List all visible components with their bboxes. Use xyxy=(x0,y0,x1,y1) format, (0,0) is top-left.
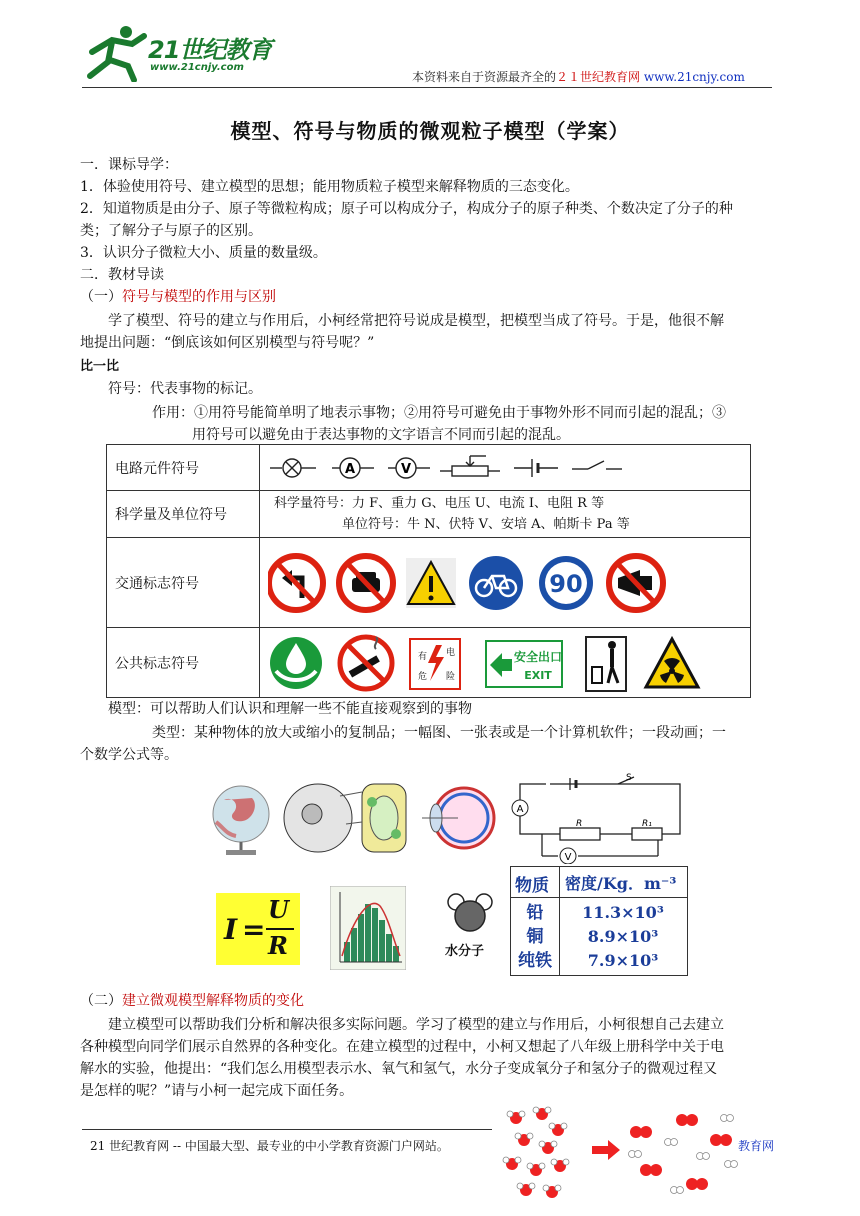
table-row-traffic xyxy=(107,538,751,628)
density-names xyxy=(511,901,559,973)
emergency-exit-icon xyxy=(486,641,562,687)
arrow-right-icon xyxy=(592,1140,620,1160)
section1-item-3: 3．认识分子微粒大小、质量的数量级。 xyxy=(80,245,327,261)
speed-limit-icon xyxy=(539,556,593,610)
density-values xyxy=(559,901,687,973)
header-note-url[interactable]: www.21cnjy.com xyxy=(643,70,745,84)
model-types-line1: 类型：某种物体的放大或缩小的复制品；一幅图、一张表或是一个计算机软件；一段动画；一 xyxy=(152,725,726,741)
symbol-table xyxy=(106,444,751,698)
sub1-heading xyxy=(80,286,780,308)
section1-item-1: 1．体验使用符号、建立模型的思想；能用物质粒子模型来解释物质的三态变化。 xyxy=(80,179,579,195)
compare-heading: 比一比 xyxy=(80,359,120,374)
density-header-density: 密度/Kg．m⁻³ xyxy=(565,874,677,893)
formula-u: U xyxy=(268,895,289,924)
formula-box xyxy=(216,893,300,965)
water-molecule-label: 水分子 xyxy=(445,944,485,959)
section3-line3: 解水的实验，他提出：“我们怎么用模型表示水、氧气和氢气，水分子变成氧分子和氢分子的微观过程又 xyxy=(80,1061,718,1077)
formula-eq: = xyxy=(242,913,266,946)
electrolysis-model-icon xyxy=(496,1100,756,1206)
table-row-quantities xyxy=(107,491,751,538)
electric-danger-icon xyxy=(410,639,460,689)
product-molecules-group xyxy=(629,1114,738,1194)
circuit-switch-label: S xyxy=(626,773,632,783)
model-definition: 模型：可以帮助人们认识和理解一些不能直接观察到的事物 xyxy=(108,701,472,717)
eye-model-icon xyxy=(418,778,498,858)
symbol-use-line1: 作用：①用符号能简单明了地表示事物；②用符号可避免由于事物外形不同而引起的混乱；③ xyxy=(152,405,726,421)
no-overtaking-icon xyxy=(339,556,393,610)
histogram-model-icon xyxy=(330,886,406,970)
public-signs xyxy=(260,628,751,698)
warning-sign-icon xyxy=(406,558,456,608)
no-horn-icon xyxy=(609,556,663,610)
density-name-copper: 铜 xyxy=(526,927,544,947)
sub1-num: （一） xyxy=(80,289,122,305)
litter-bin-icon xyxy=(586,637,626,691)
circuit-r-label: R xyxy=(576,819,583,829)
exit-cn: 安全出口 xyxy=(513,649,563,664)
globe-icon xyxy=(196,778,286,858)
water-saving-icon xyxy=(270,637,322,689)
cell-model-icon xyxy=(280,778,410,858)
header-note-brand[interactable]: ２１世纪教育网 xyxy=(556,70,641,84)
ammeter-label: A xyxy=(344,461,356,477)
density-name-iron: 纯铁 xyxy=(518,951,552,971)
section3-line4: 是怎样的呢？”请与小柯一起完成下面任务。 xyxy=(80,1083,354,1099)
row-label-quantities: 科学量及单位符号 xyxy=(107,491,260,538)
traffic-signs-icon xyxy=(268,548,728,618)
density-name-lead: 铅 xyxy=(526,903,544,923)
density-value-iron: 7.9×10³ xyxy=(587,951,659,970)
header-note-prefix: 本资料来自于资源最齐全的 xyxy=(412,70,557,84)
logo-url: www.21cnjy.com xyxy=(150,62,244,73)
page-title: 模型、符号与物质的微观粒子模型（学案） xyxy=(230,119,630,143)
row-label-circuit: 电路元件符号 xyxy=(107,445,260,491)
logo-text: 21世纪教育 xyxy=(148,36,272,64)
footer-link[interactable]: 教育网 xyxy=(738,1139,775,1153)
header-divider xyxy=(82,87,772,88)
danger-text-3: 危 xyxy=(418,671,428,682)
no-left-turn-icon xyxy=(269,556,323,610)
section1-item-2: 2．知道物质是由分子、原子等微粒构成；原子可以构成分子，构成分子的原子种类、个数决定了分子的种 xyxy=(80,201,733,217)
traffic-signs xyxy=(260,538,751,628)
speed-limit-value: 90 xyxy=(549,569,583,598)
exit-en: EXIT xyxy=(524,668,552,682)
formula-fraction-bar xyxy=(266,928,294,930)
sub2-title: 建立微观模型解释物质的变化 xyxy=(122,993,304,1009)
circuit-diagram-icon xyxy=(508,772,688,864)
model-types-line2: 个数学公式等。 xyxy=(80,747,178,763)
water-molecule-icon xyxy=(440,890,500,940)
circuit-ammeter: A xyxy=(516,804,524,815)
header-note xyxy=(412,68,745,85)
formula-i: I xyxy=(224,913,238,946)
footer-divider xyxy=(82,1129,492,1130)
circuit-symbols xyxy=(260,445,751,491)
sub1-title: 符号与模型的作用与区别 xyxy=(122,289,276,305)
quantity-symbols-line2: 单位符号：牛 N、伏特 V、安培 A、帕斯卡 Pa 等 xyxy=(342,517,630,532)
circuit-voltmeter: V xyxy=(564,852,572,863)
danger-text-1: 有 xyxy=(418,651,428,662)
para1-line2: 地提出问题：“倒底该如何区别模型与符号呢？” xyxy=(80,335,375,351)
symbol-definition: 符号：代表事物的标记。 xyxy=(108,381,262,397)
sub2-heading xyxy=(80,990,780,1012)
row-label-traffic: 交通标志符号 xyxy=(107,538,260,628)
danger-text-2: 电 xyxy=(446,647,456,658)
circuit-r1-label: R₁ xyxy=(642,819,652,829)
density-value-lead: 11.3×10³ xyxy=(582,903,664,922)
footer-text: 21 世纪教育网 -- 中国最大型、最专业的中小学教育资源门户网站。 xyxy=(90,1139,449,1153)
table-row-public xyxy=(107,628,751,698)
circuit-symbols-icon xyxy=(270,453,750,483)
section1-item-2-cont: 类；了解分子与原子的区别。 xyxy=(80,223,262,239)
runner-logo-icon xyxy=(82,22,152,82)
bicycle-lane-icon xyxy=(469,556,523,610)
no-smoking-icon xyxy=(340,637,392,689)
radiation-warning-icon xyxy=(646,639,698,687)
row-label-public: 公共标志符号 xyxy=(107,628,260,698)
water-molecules-group xyxy=(503,1107,569,1198)
density-value-copper: 8.9×10³ xyxy=(587,927,659,946)
danger-text-4: 险 xyxy=(446,671,456,682)
section1-heading: 一．课标导学： xyxy=(80,157,178,173)
table-row-circuit xyxy=(107,445,751,491)
para1-line1: 学了模型、符号的建立与作用后，小柯经常把符号说成是模型，把模型当成了符号。于是，他很不解 xyxy=(108,313,724,329)
formula-r: R xyxy=(268,931,288,960)
density-header-substance: 物质 xyxy=(515,876,549,896)
public-signs-icon xyxy=(268,631,738,695)
quantity-symbols xyxy=(260,491,751,538)
symbol-use-line2: 用符号可以避免由于表达事物的文字语言不同而引起的混乱。 xyxy=(192,427,570,443)
sub2-num: （二） xyxy=(80,993,122,1009)
section2-heading: 二．教材导读 xyxy=(80,267,164,283)
section3-line2: 各种模型向同学们展示自然界的各种变化。在建立模型的过程中，小柯又想起了八年级上册科学中关于电 xyxy=(80,1039,724,1055)
quantity-symbols-line1: 科学量符号：力 F、重力 G、电压 U、电流 I、电阻 R 等 xyxy=(274,496,605,511)
section3-line1: 建立模型可以帮助我们分析和解决很多实际问题。学习了模型的建立与作用后，小柯很想自己去建立 xyxy=(108,1017,724,1033)
density-table xyxy=(510,866,688,976)
voltmeter-label: V xyxy=(400,461,412,477)
